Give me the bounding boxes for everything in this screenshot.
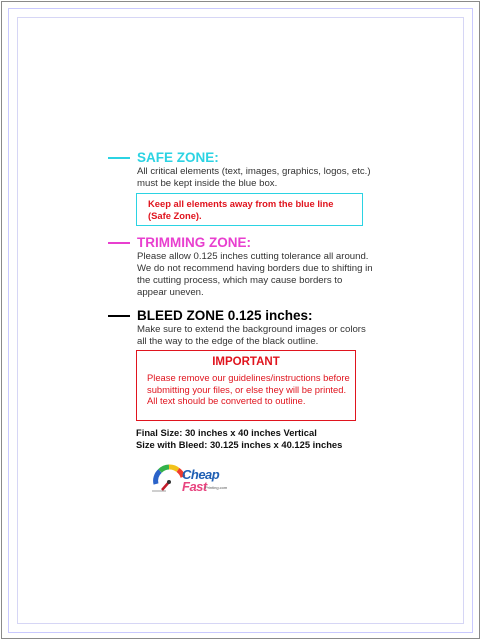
important-heading: IMPORTANT <box>212 356 280 368</box>
important-line: Please remove our guidelines/instructions before <box>147 372 350 383</box>
trimming-zone-text <box>137 251 373 299</box>
logo-word-fast: Fast <box>182 479 207 494</box>
bleed-zone-line: all the way to the edge of the black outline. <box>137 336 319 347</box>
trimming-zone-line: Please allow 0.125 inches cutting tolerance all around. <box>137 251 369 262</box>
bleed-zone-text <box>137 324 366 348</box>
safe-zone-box <box>136 193 363 226</box>
gauge-icon <box>152 458 186 498</box>
important-line: submitting your files, or else they will be printed. <box>147 383 347 395</box>
trimming-zone-marker <box>108 242 130 244</box>
safe-zone-box-text <box>148 198 333 222</box>
logo-word-cheap: Cheap <box>182 467 220 482</box>
bleed-zone-title: BLEED ZONE 0.125 inches: <box>137 308 313 323</box>
bleed-zone-marker <box>108 315 130 317</box>
important-box <box>136 350 356 421</box>
important-text <box>147 372 350 407</box>
safe-zone-marker <box>108 157 130 159</box>
final-size-info <box>136 427 342 451</box>
safe-zone-box-line: Keep all elements away from the blue line <box>148 198 334 209</box>
final-size: Final Size: 30 inches x 40 inches Vertical <box>136 427 317 438</box>
trimming-zone-line: the cutting process, which may cause borders to <box>137 275 343 286</box>
bleed-zone-line: Make sure to extend the background images or colors <box>137 324 366 335</box>
trimming-zone-title: TRIMMING ZONE: <box>137 235 251 250</box>
safe-zone-text <box>137 166 371 190</box>
trimming-zone-line: We do not recommend having borders due to shifting in <box>137 263 373 274</box>
safe-zone-line: All critical elements (text, images, graphics, logos, etc.) <box>137 166 371 177</box>
bleed-size: Size with Bleed: 30.125 inches x 40.125 inches <box>136 439 343 450</box>
safe-zone-line: must be kept inside the blue box. <box>137 178 278 189</box>
safe-zone-box-line: (Safe Zone). <box>148 210 202 221</box>
safe-zone-title: SAFE ZONE: <box>137 150 219 165</box>
trimming-zone-line: appear uneven. <box>137 287 204 298</box>
logo-word-printing: Printing.com <box>205 485 228 490</box>
logo <box>152 458 234 498</box>
important-line: All text should be converted to outline. <box>147 395 306 407</box>
